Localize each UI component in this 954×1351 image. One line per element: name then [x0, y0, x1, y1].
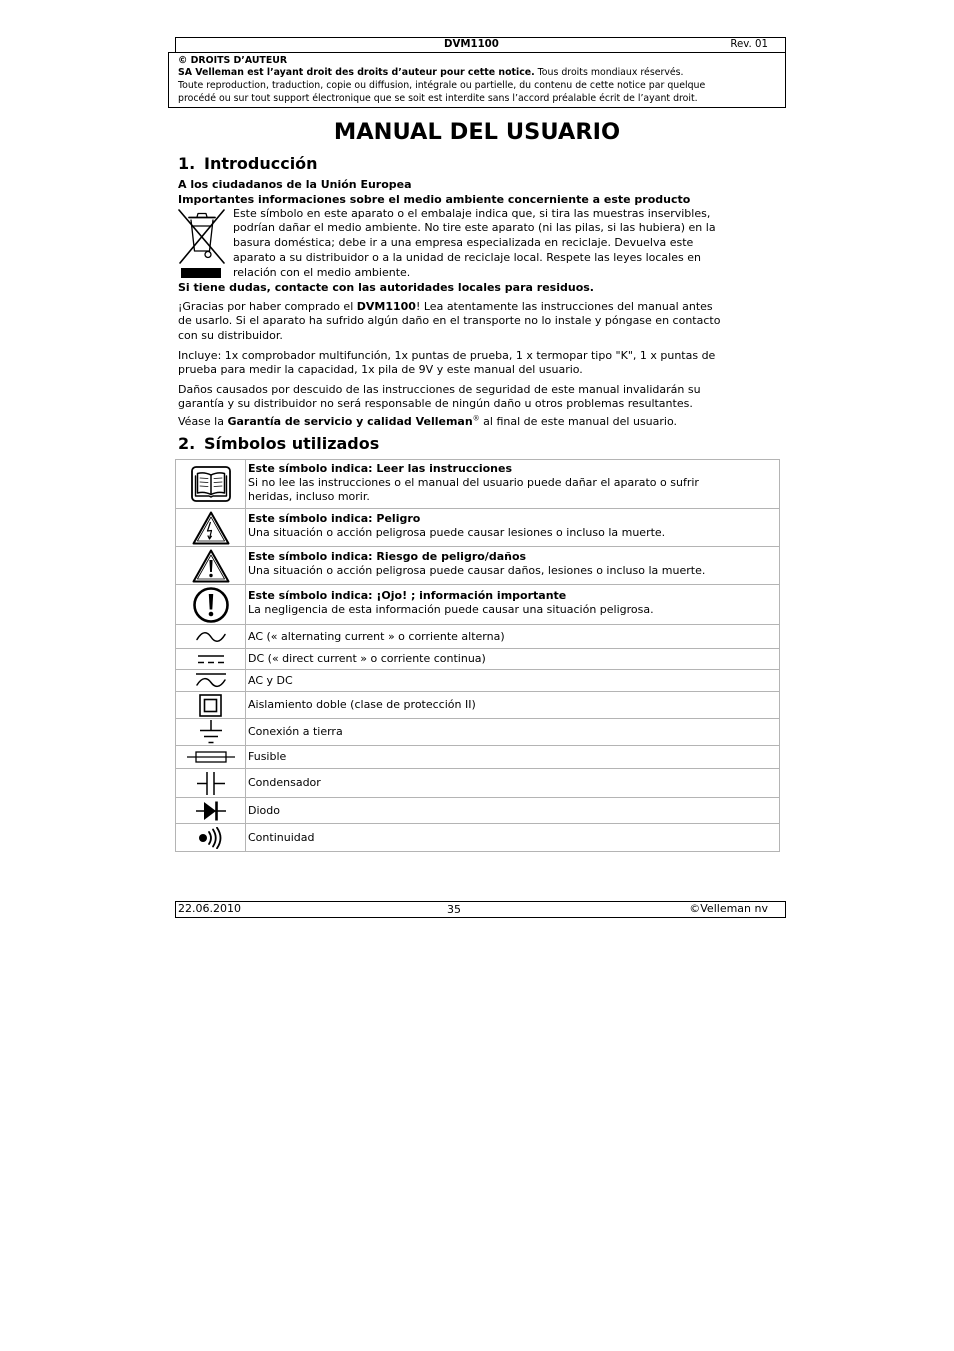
- fuse-icon: [187, 750, 235, 764]
- weee-notice: [233, 207, 716, 281]
- section-heading-symbols: [178, 434, 379, 454]
- thanks-line: con su distribuidor.: [178, 328, 283, 342]
- ac-dc-icon: [195, 672, 227, 690]
- symbol-text: heridas, incluso morir.: [248, 490, 370, 503]
- symbol-row: [176, 769, 779, 798]
- product-name: DVM1100: [356, 299, 416, 313]
- section-title: Símbolos utilizados: [204, 434, 380, 453]
- danger-lightning-triangle-icon: [192, 511, 230, 545]
- symbol-icon-cell: [176, 769, 246, 797]
- symbols-table: [175, 459, 780, 852]
- symbol-description: [246, 460, 779, 508]
- symbol-row: [176, 460, 779, 509]
- symbol-row: [176, 798, 779, 824]
- registered-mark: ®: [472, 413, 480, 422]
- damages-line: garantía y su distribuidor no será responsable de ningún daño u otros problemas resultantes.: [178, 397, 693, 411]
- copyright-notice: [178, 67, 785, 80]
- symbol-text: AC y DC: [248, 673, 293, 687]
- symbol-icon-cell: [176, 547, 246, 584]
- symbol-icon-cell: [176, 746, 246, 768]
- symbol-description: [246, 824, 779, 851]
- copyright-box: [168, 52, 786, 108]
- symbol-text: Conexión a tierra: [248, 725, 343, 738]
- footer-date: 22.06.2010: [178, 901, 241, 915]
- read-instructions-icon: [191, 466, 231, 502]
- ground-icon: [199, 720, 223, 744]
- symbol-row: [176, 625, 779, 649]
- symbol-description: [246, 547, 779, 584]
- double-insulation-icon: [199, 694, 222, 717]
- symbol-icon-cell: [176, 692, 246, 718]
- damages-paragraph: [178, 383, 701, 412]
- symbol-text: Continuidad: [248, 830, 315, 844]
- symbol-text: AC (« alternating current » o corriente alterna): [248, 629, 505, 643]
- section-number: 2.: [178, 434, 196, 453]
- symbol-description: [246, 625, 779, 648]
- symbol-row: [176, 649, 779, 670]
- symbol-icon-cell: [176, 509, 246, 546]
- warranty-reference: [178, 415, 677, 430]
- ac-icon: [195, 630, 227, 644]
- symbol-icon-cell: [176, 649, 246, 669]
- symbol-text: Diodo: [248, 803, 280, 817]
- copyright-rights-reserved: Tous droits mondiaux réservés.: [534, 67, 684, 79]
- symbol-description: [246, 719, 779, 745]
- symbol-description: [246, 798, 779, 823]
- symbol-description: [246, 585, 779, 624]
- capacitor-icon: [197, 771, 225, 796]
- section-heading-introduction: [178, 154, 318, 174]
- continuity-icon: [198, 827, 224, 849]
- dc-icon: [197, 653, 225, 665]
- eu-citizens-heading: A los ciudadanos de la Unión Europea: [178, 177, 412, 191]
- page-title: MANUAL DEL USUARIO: [333, 119, 621, 145]
- symbol-row: [176, 547, 779, 585]
- contents-line: Incluye: 1x comprobador multifunción, 1x puntas de prueba, 1 x termopar tipo "K", 1 x puntas de: [178, 348, 716, 362]
- symbol-title: Este símbolo indica: Leer las instrucciones: [248, 462, 513, 475]
- contents-line: prueba para medir la capacidad, 1x pila de 9V y este manual del usuario.: [178, 363, 583, 377]
- important-info-circle-icon: [192, 586, 230, 624]
- symbol-text: Condensador: [248, 776, 321, 789]
- page-number: 35: [447, 902, 461, 916]
- weee-line: basura doméstica; debe ir a una empresa especializada en reciclaje. Devuelva este: [233, 236, 694, 250]
- warranty-end: al final de este manual del usuario.: [479, 414, 678, 428]
- symbol-text: DC (« direct current » o corriente continua): [248, 652, 486, 665]
- thanks-paragraph: [178, 300, 720, 344]
- symbol-row: [176, 824, 779, 851]
- copyright-line: Toute reproduction, traduction, copie ou diffusion, intégrale ou partielle, du contenu de cette notice par quelque: [178, 80, 706, 92]
- thanks-line: [178, 300, 720, 315]
- copyright-line: procédé ou sur tout support électronique que se soit est interdite sans l’accord préalable écrit de l’ayant droit.: [178, 92, 698, 104]
- symbol-description: [246, 649, 779, 669]
- weee-line: Este símbolo en este aparato o el embalaje indica que, si tira las muestras inservibles,: [233, 206, 711, 220]
- symbol-row: [176, 692, 779, 719]
- page-footer: [175, 901, 786, 918]
- symbol-row: [176, 670, 779, 692]
- symbol-description: [246, 670, 779, 691]
- section-title: Introducción: [204, 154, 318, 173]
- section-number: 1.: [178, 154, 196, 173]
- warning-triangle-icon: [192, 549, 230, 583]
- symbol-icon-cell: [176, 824, 246, 851]
- weee-line: aparato a su distribuidor o a la unidad de reciclaje local. Respete las leyes locales en: [233, 250, 701, 264]
- symbol-row: [176, 509, 779, 547]
- header-model: DVM1100: [444, 39, 499, 50]
- footer-company: ©Velleman nv: [689, 901, 768, 915]
- warranty-title: Garantía de servicio y calidad Velleman: [227, 414, 473, 428]
- symbol-icon-cell: [176, 798, 246, 823]
- symbol-row: [176, 719, 779, 746]
- crossed-out-wheelie-bin-icon: [177, 208, 227, 280]
- warranty-start: Véase la: [178, 414, 228, 428]
- symbol-title: Este símbolo indica: Peligro: [248, 511, 421, 525]
- header-revision: Rev. 01: [730, 39, 768, 50]
- package-contents-paragraph: [178, 349, 715, 378]
- thanks-end: ! Lea atentamente las instrucciones del manual antes: [415, 299, 713, 313]
- symbol-description: [246, 509, 779, 546]
- symbol-text: Una situación o acción peligrosa puede causar daños, lesiones o incluso la muerte.: [248, 564, 706, 578]
- symbol-icon-cell: [176, 625, 246, 648]
- symbol-text: Una situación o acción peligrosa puede causar lesiones o incluso la muerte.: [248, 526, 666, 540]
- page-header: [175, 37, 786, 53]
- environment-heading: Importantes informaciones sobre el medio ambiente concerniente a este producto: [178, 192, 691, 206]
- symbol-icon-cell: [176, 719, 246, 745]
- symbol-text: Aislamiento doble (clase de protección II): [248, 698, 476, 711]
- weee-line: relación con el medio ambiente.: [233, 265, 411, 279]
- copyright-title: © DROITS D’AUTEUR: [178, 54, 288, 66]
- diode-icon: [196, 800, 226, 822]
- symbol-description: [246, 769, 779, 797]
- thanks-line: de usarlo. Si el aparato ha sufrido algún daño en el transporte no lo instale y póngase en contacto: [178, 314, 721, 328]
- symbol-text: Si no lee las instrucciones o el manual del usuario puede dañar el aparato o sufrir: [248, 476, 699, 489]
- symbol-icon-cell: [176, 460, 246, 508]
- symbol-text: La negligencia de esta información puede causar una situación peligrosa.: [248, 603, 654, 617]
- symbol-description: [246, 692, 779, 718]
- symbol-title: Este símbolo indica: Riesgo de peligro/daños: [248, 549, 527, 563]
- symbol-row: [176, 585, 779, 625]
- symbol-icon-cell: [176, 670, 246, 691]
- damages-line: Daños causados por descuido de las instrucciones de seguridad de este manual invalidarán su: [178, 382, 701, 396]
- symbol-row: [176, 746, 779, 769]
- symbol-text: Fusible: [248, 750, 287, 763]
- copyright-owner-statement: SA Velleman est l’ayant droit des droits d’auteur pour cette notice.: [178, 67, 535, 79]
- symbol-description: [246, 746, 779, 768]
- symbol-icon-cell: [176, 585, 246, 624]
- weee-line: podrían dañar el medio ambiente. No tire este aparato (ni las pilas, si las hubiera) en la: [233, 221, 716, 235]
- symbol-title: Este símbolo indica: ¡Ojo! ; información importante: [248, 588, 567, 602]
- waste-authority-note: Si tiene dudas, contacte con las autoridades locales para residuos.: [178, 280, 594, 294]
- thanks-start: ¡Gracias por haber comprado el: [178, 299, 357, 313]
